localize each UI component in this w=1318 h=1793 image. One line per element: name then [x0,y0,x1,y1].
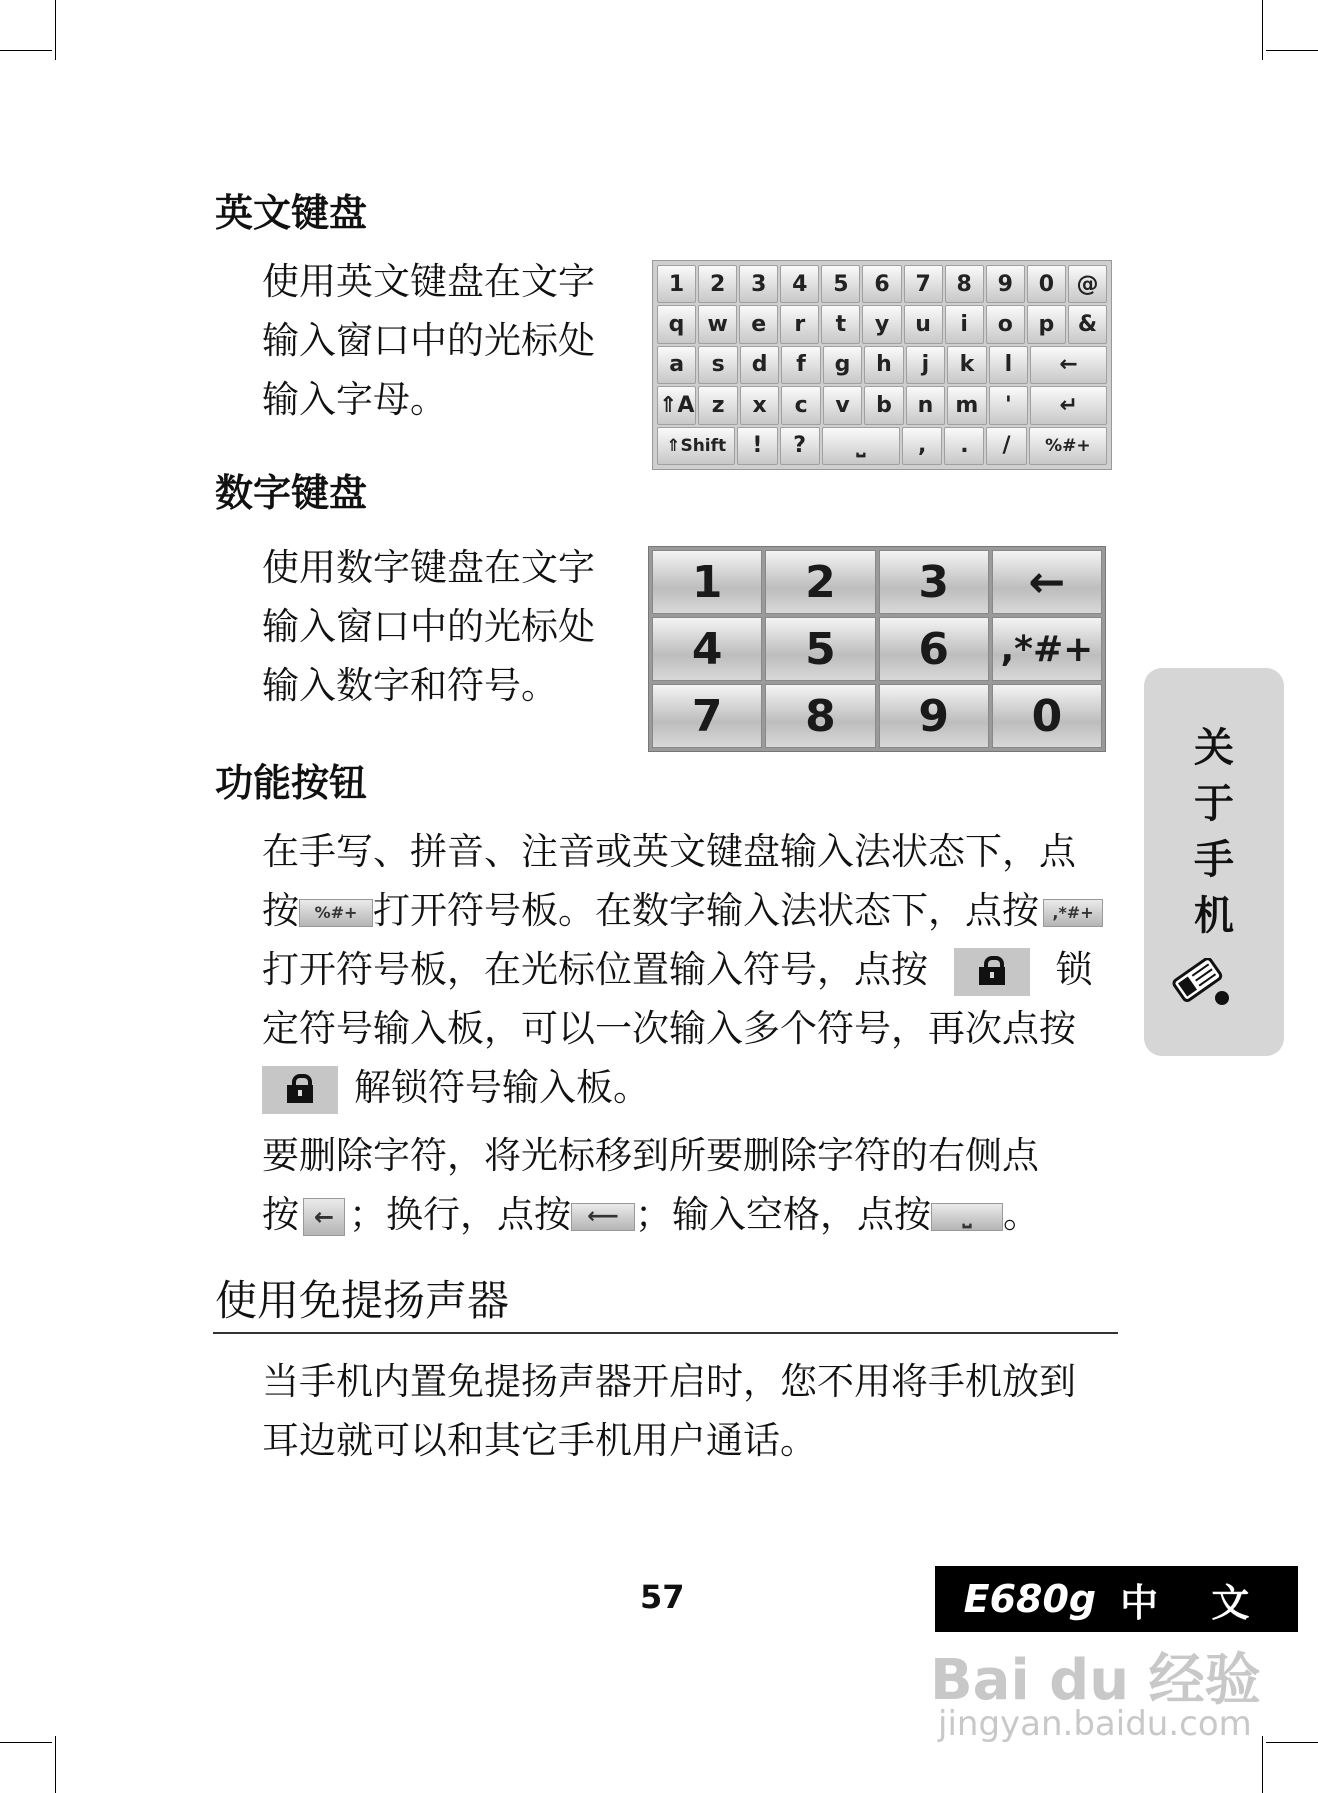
key: i [945,305,984,343]
key: 0 [1027,265,1066,303]
key: p [1027,305,1066,343]
key: ' [989,386,1028,424]
speaker-paragraph [262,1352,1122,1470]
text: 打开符号板。在数字输入法状态下，点按 [373,889,1039,932]
section-heading-function-buttons: 功能按钮 [215,760,368,805]
num-symbols-key-icon: ,*#+ [1043,899,1103,927]
keyboard-row [657,386,1107,424]
key: y [862,305,901,343]
section-heading-english-keyboard: 英文键盘 [215,190,368,235]
key: / [986,427,1026,465]
key: 5 [765,617,875,681]
caps-key: ⇑A [657,386,696,424]
crop-mark [1262,0,1263,60]
key: 0 [992,684,1102,748]
key: 7 [652,684,762,748]
symbols-key-icon: %#+ [299,899,373,927]
backspace-key: ← [992,550,1102,614]
key: k [947,346,986,384]
key: s [698,346,737,384]
key: q [657,305,696,343]
text-line: 要删除字符，将光标移到所要删除字符的右侧点 [262,1134,1039,1177]
english-keyboard-description [262,252,642,429]
lock-icon [954,948,1030,996]
text-line: 输入数字和符号。 [262,664,558,707]
key: t [821,305,860,343]
key: n [906,386,945,424]
text-line: 输入字母。 [262,378,447,421]
keyboard-row [657,346,1107,384]
key: 2 [698,265,737,303]
key: j [906,346,945,384]
section-heading-number-keyboard: 数字键盘 [215,470,368,515]
key: 4 [652,617,762,681]
key: 9 [986,265,1025,303]
number-keyboard-image [648,546,1106,752]
key: o [986,305,1025,343]
delete-paragraph [262,1126,1122,1244]
text: 打开符号板，在光标位置输入符号，点按 [262,948,928,991]
crop-mark [1262,1736,1263,1793]
key: 6 [862,265,901,303]
crop-mark [55,1736,56,1793]
text: 按 [262,1193,299,1236]
key: 8 [765,684,875,748]
symbols-key: ,*#+ [992,617,1102,681]
text: ；换行，点按 [349,1193,571,1236]
enter-key-icon: ⟵ [571,1203,635,1231]
watermark-url: jingyan.baidu.com [938,1704,1252,1744]
chapter-char: 手 [1194,836,1234,883]
key: m [947,386,986,424]
text-line: 使用英文键盘在文字 [262,260,595,303]
crop-mark [0,1742,52,1743]
text-line: 输入窗口中的光标处 [262,319,595,362]
text-line: 耳边就可以和其它手机用户通话。 [262,1419,817,1462]
keyboard-row [657,305,1107,343]
key: u [904,305,943,343]
chapter-char: 关 [1194,724,1234,771]
text-line [262,1185,1122,1244]
key: x [740,386,779,424]
key: z [698,386,737,424]
key: 8 [945,265,984,303]
key: e [739,305,778,343]
language-label: 中 文 [1120,1580,1270,1625]
function-buttons-paragraph [262,822,1122,1117]
key: @ [1068,265,1107,303]
section-heading-speaker: 使用免提扬声器 [215,1276,510,1325]
unlock-icon [262,1066,338,1114]
chapter-side-tab [1144,668,1284,1056]
text: 锁 [1055,948,1093,991]
key: 6 [879,617,989,681]
key: w [698,305,737,343]
text-line [262,1058,1122,1117]
space-key-icon: ⎵ [931,1203,1003,1231]
crop-mark [55,0,56,60]
chapter-title [1144,720,1284,944]
key: 4 [780,265,819,303]
key: g [823,346,862,384]
heading-divider [213,1332,1118,1334]
text-line [262,881,1122,940]
key: ? [780,427,820,465]
crop-mark [0,50,52,51]
key: 7 [904,265,943,303]
key: f [781,346,820,384]
key: 2 [765,550,875,614]
text: ；输入空格，点按 [635,1193,931,1236]
crop-mark [1266,50,1318,51]
text-line [262,940,1122,999]
crop-mark [1266,1742,1318,1743]
number-keyboard-description [262,538,642,715]
text: 。 [1003,1193,1040,1236]
key: 9 [879,684,989,748]
text: 按 [262,889,299,932]
enter-key: ↵ [1030,386,1107,424]
text-line: 输入窗口中的光标处 [262,605,595,648]
key: a [657,346,696,384]
backspace-key: ← [1030,346,1107,384]
text-line: 在手写、拼音、注音或英文键盘输入法状态下，点 [262,830,1076,873]
key: d [740,346,779,384]
symbols-key: %#+ [1029,427,1107,465]
backspace-key-icon: ← [303,1198,345,1236]
chapter-char: 机 [1194,892,1234,939]
key: b [864,386,903,424]
key: 1 [657,265,696,303]
key: r [780,305,819,343]
space-key: ⎵ [822,427,900,465]
keyboard-row [657,265,1107,303]
key: & [1068,305,1107,343]
phone-icon [1168,958,1236,1010]
key: 3 [879,550,989,614]
text-line: 使用数字键盘在文字 [262,546,595,589]
key: h [864,346,903,384]
text: 解锁符号输入板。 [354,1066,650,1109]
shift-key: ⇑Shift [657,427,735,465]
key: 5 [821,265,860,303]
keyboard-row [657,427,1107,465]
page-number: 57 [640,1578,685,1616]
model-name: E680g [963,1577,1097,1621]
key: 1 [652,550,762,614]
key: . [944,427,984,465]
text-line: 当手机内置免提扬声器开启时，您不用将手机放到 [262,1360,1076,1403]
key: c [781,386,820,424]
model-badge [935,1566,1298,1632]
key: v [823,386,862,424]
key: 3 [739,265,778,303]
chapter-char: 于 [1194,780,1234,827]
english-keyboard-image [652,260,1112,470]
key: ! [737,427,777,465]
key: , [902,427,942,465]
text-line: 定符号输入板，可以一次输入多个符号，再次点按 [262,1007,1076,1050]
key: l [989,346,1028,384]
watermark-brand: Bai du 经验 [930,1648,1261,1713]
